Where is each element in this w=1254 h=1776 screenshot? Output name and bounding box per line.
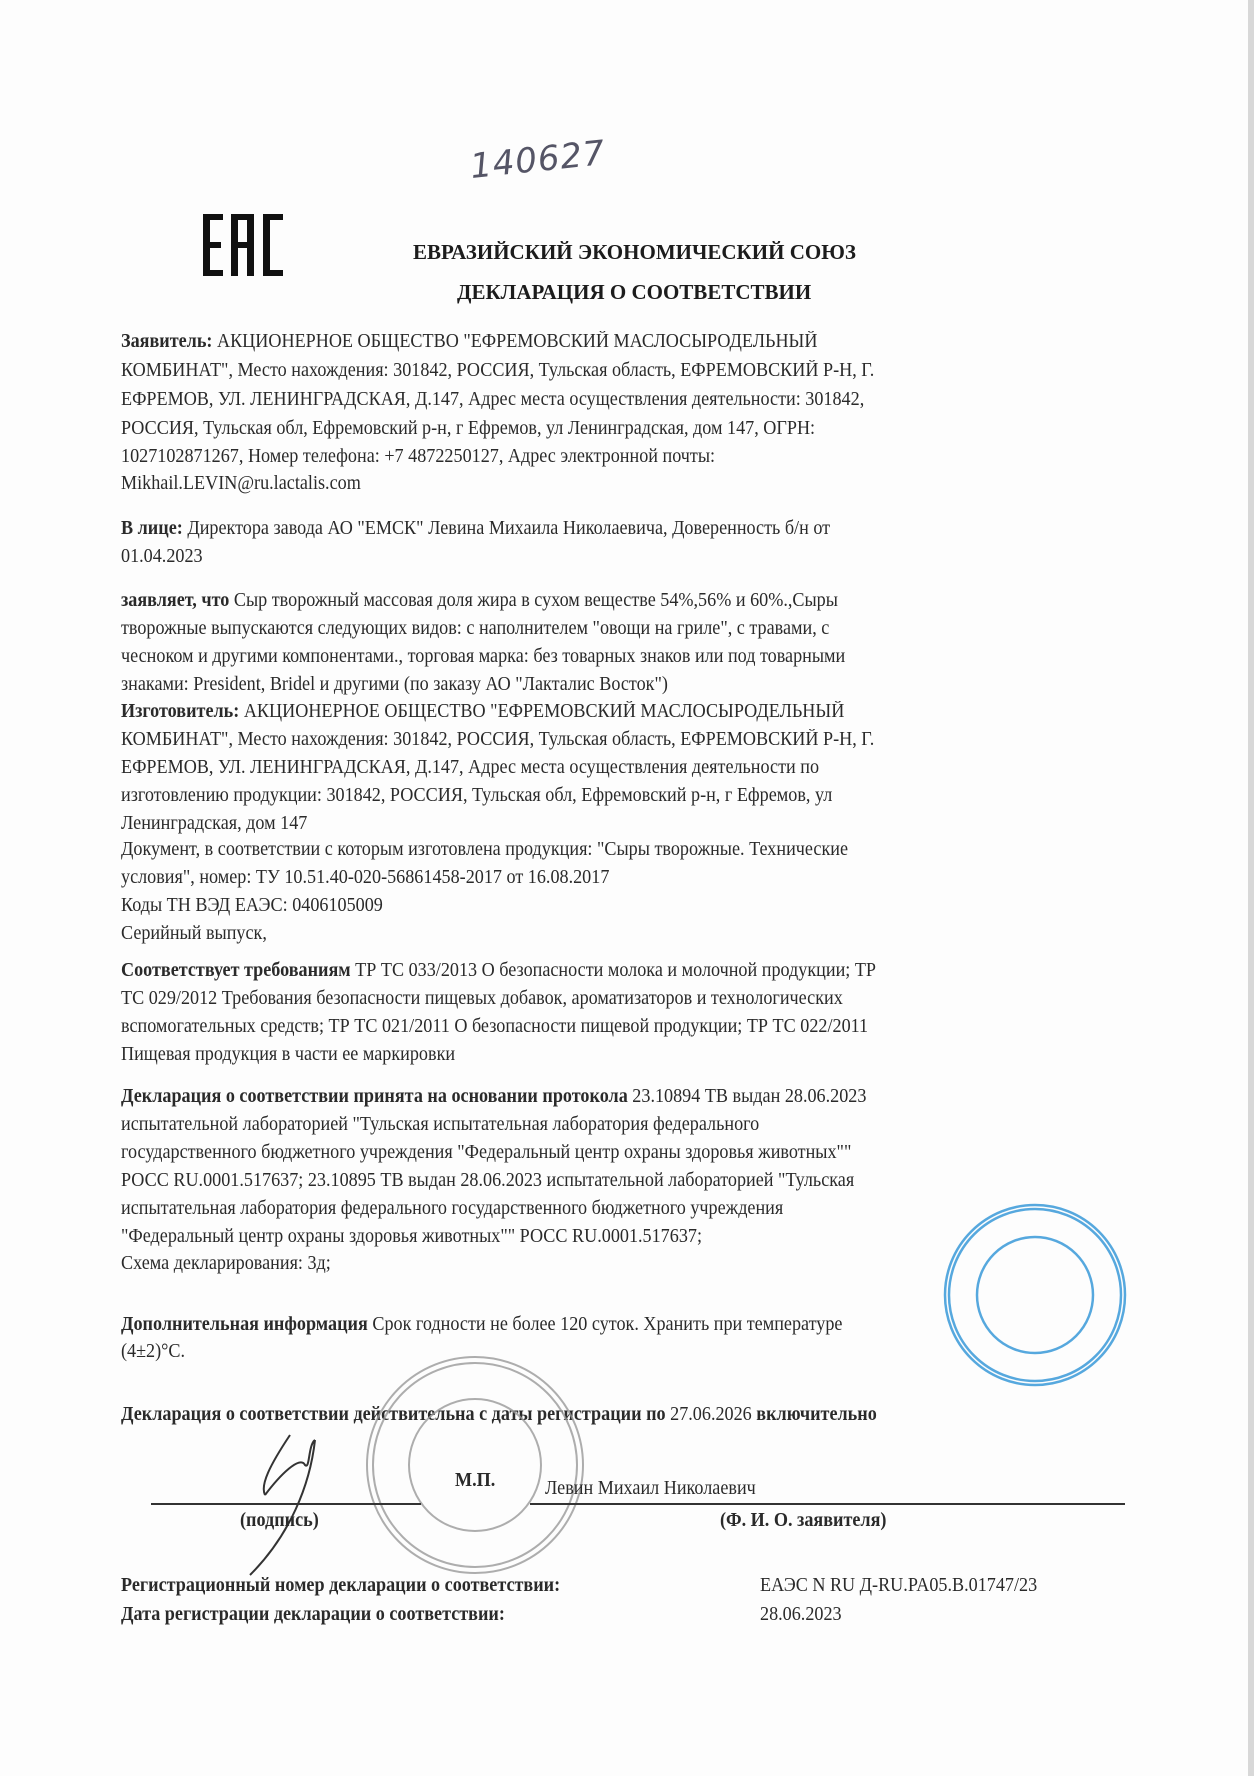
conforms-line: Соответствует требованиям ТР ТС 033/2013 О безопасности молока и молочной продукции; ТР	[121, 960, 877, 981]
document-title: ДЕКЛАРАЦИЯ О СООТВЕТСТВИИ	[457, 280, 812, 304]
registration-date: 28.06.2023	[760, 1604, 842, 1625]
name-caption: (Ф. И. О. заявителя)	[720, 1510, 887, 1531]
declares-line: чесноком и другими компонентами., торговая марка: без товарных знаков или под товарными	[121, 646, 846, 667]
conforms-line: ТС 029/2012 Требования безопасности пищевых добавок, ароматизаторов и технологических	[121, 988, 843, 1009]
manufacturer-line: Ленинградская, дом 147	[121, 813, 308, 834]
conforms-line: вспомогательных средств; ТР ТС 021/2011 О безопасности пищевой продукции; ТР ТС 022/2011	[121, 1016, 869, 1037]
applicant-line: 1027102871267, Номер телефона: +7 4872250127, Адрес электронной почты:	[121, 446, 716, 467]
signature-line	[151, 1503, 421, 1505]
registration-number: ЕАЭС N RU Д-RU.PA05.B.01747/23	[760, 1575, 1038, 1596]
additional-line: Дополнительная информация Срок годности не более 120 суток. Хранить при температуре	[121, 1314, 843, 1335]
manufacturer-line: изготовлению продукции: 301842, РОССИЯ, Тульская обл, Ефремовский р-н, г Ефремов, ул	[121, 785, 833, 806]
name-line	[530, 1503, 1125, 1505]
seal-place-label: М.П.	[455, 1470, 496, 1491]
hs-codes: Коды ТН ВЭД ЕАЭС: 0406105009	[121, 895, 383, 916]
applicant-label: Заявитель:	[121, 331, 213, 352]
basis-line: государственного бюджетного учреждения "Федеральный центр охраны здоровья животных""	[121, 1142, 852, 1163]
manufacturer-line: КОМБИНАТ", Место нахождения: 301842, РОССИЯ, Тульская область, ЕФРЕМОВСКИЙ Р-Н, Г.	[121, 729, 875, 750]
applicant-email: Mikhail.LEVIN@ru.lactalis.com	[121, 473, 361, 494]
registration-date-label: Дата регистрации декларации о соответствии:	[121, 1604, 505, 1625]
conforms-line: Пищевая продукция в части ее маркировки	[121, 1044, 456, 1065]
declaration-scheme: Схема декларирования: 3д;	[121, 1253, 331, 1274]
basis-line: РОСС RU.0001.517637; 23.10895 ТВ выдан 28.06.2023 испытательной лабораторией "Тульская	[121, 1170, 855, 1191]
manufacturer-line: ЕФРЕМОВ, УЛ. ЛЕНИНГРАДСКАЯ, Д.147, Адрес места осуществления деятельности по	[121, 757, 820, 778]
basis-line: испытательной лабораторией "Тульская испытательная лаборатория федерального	[121, 1114, 760, 1135]
declares-line: знаками: President, Bridel и другими (по заказу АО "Лакталис Восток")	[121, 674, 668, 695]
represented-line: 01.04.2023	[121, 546, 203, 567]
validity-date: 27.06.2026	[670, 1404, 752, 1425]
applicant-name: Левин Михаил Николаевич	[545, 1478, 756, 1499]
signature-icon	[230, 1425, 430, 1585]
validity-line: Декларация о соответствии действительна с даты регистрации по 27.06.2026 включительно	[121, 1404, 877, 1425]
basis-line: "Федеральный центр охраны здоровья животных"" РОСС RU.0001.517637;	[121, 1226, 703, 1247]
applicant-line: ЕФРЕМОВ, УЛ. ЛЕНИНГРАДСКАЯ, Д.147, Адрес места осуществления деятельности: 301842,	[121, 389, 865, 410]
signature-caption: (подпись)	[240, 1510, 319, 1531]
registration-number-label: Регистрационный номер декларации о соответствии:	[121, 1575, 561, 1596]
handwritten-number: 140627	[468, 133, 608, 187]
applicant-line: Заявитель: АКЦИОНЕРНОЕ ОБЩЕСТВО "ЕФРЕМОВСКИЙ МАСЛОСЫРОДЕЛЬНЫЙ	[121, 331, 818, 352]
applicant-line: КОМБИНАТ", Место нахождения: 301842, РОССИЯ, Тульская область, ЕФРЕМОВСКИЙ Р-Н, Г.	[121, 360, 875, 381]
union-title: ЕВРАЗИЙСКИЙ ЭКОНОМИЧЕСКИЙ СОЮЗ	[413, 240, 856, 264]
basis-line: испытательная лаборатория федерального государственного бюджетного учреждения	[121, 1198, 784, 1219]
serial-production: Серийный выпуск,	[121, 923, 267, 944]
manufacturer-line: условия", номер: ТУ 10.51.40-020-56861458-2017 от 16.08.2017	[121, 867, 610, 888]
declares-line: заявляет, что Сыр творожный массовая доля жира в сухом веществе 54%,56% и 60%.,Сыры	[121, 590, 838, 611]
certificate-stamp-icon	[940, 1200, 1130, 1390]
eac-logo-icon	[203, 210, 293, 280]
manufacturer-line: Изготовитель: АКЦИОНЕРНОЕ ОБЩЕСТВО "ЕФРЕМОВСКИЙ МАСЛОСЫРОДЕЛЬНЫЙ	[121, 701, 845, 722]
represented-line: В лице: Директора завода АО "ЕМСК" Левина Михаила Николаевича, Доверенность б/н от	[121, 518, 831, 539]
declares-line: творожные выпускаются следующих видов: с наполнителем "овощи на гриле", с травами, с	[121, 618, 830, 639]
basis-line: Декларация о соответствии принята на основании протокола 23.10894 ТВ выдан 28.06.2023	[121, 1086, 867, 1107]
applicant-line: РОССИЯ, Тульская обл, Ефремовский р-н, г Ефремов, ул Ленинградская, дом 147, ОГРН:	[121, 418, 816, 439]
additional-line: (4±2)°С.	[121, 1341, 186, 1362]
manufacturer-line: Документ, в соответствии с которым изготовлена продукция: "Сыры творожные. Технические	[121, 839, 849, 860]
